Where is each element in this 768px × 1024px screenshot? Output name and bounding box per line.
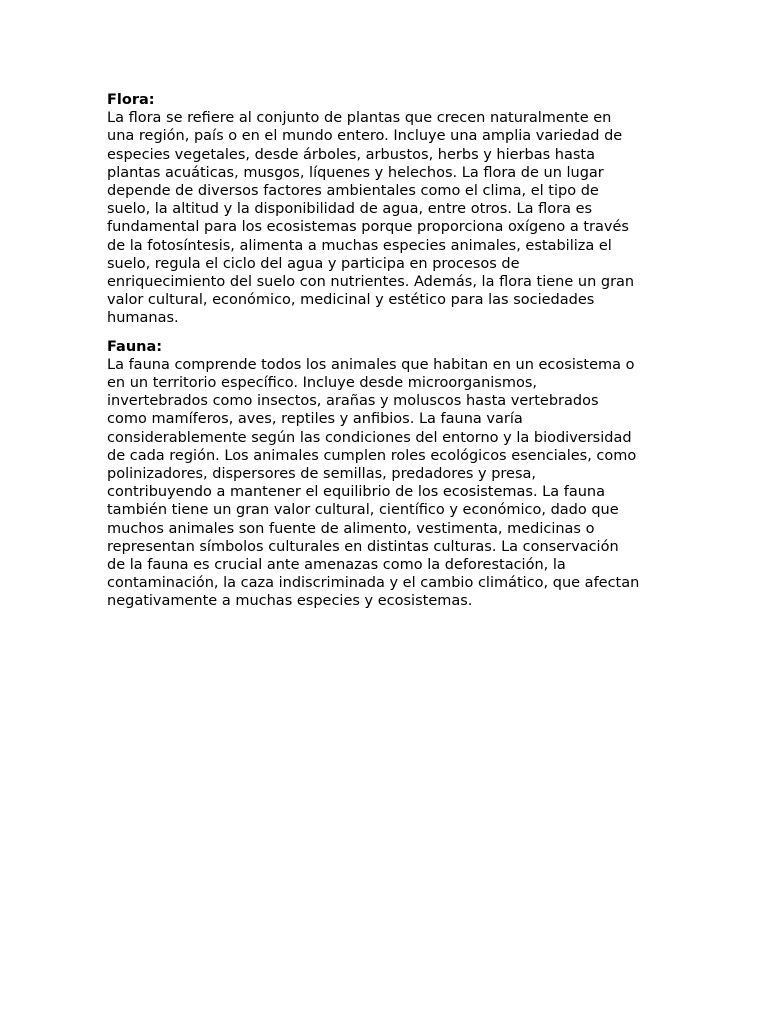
paragraph-line: considerablemente según las condiciones del entorno y la biodiversidad: [107, 429, 632, 446]
paragraph-line: polinizadores, dispersores de semillas, predadores y presa,: [107, 466, 537, 483]
fauna-heading: Fauna:: [107, 338, 163, 355]
paragraph-line: enriquecimiento del suelo con nutrientes. Además, la flora tiene un gran: [107, 274, 635, 291]
paragraph-line: invertebrados como insectos, arañas y moluscos hasta vertebrados: [107, 393, 599, 410]
paragraph-line: especies vegetales, desde árboles, arbustos, herbs y hierbas hasta: [107, 146, 595, 163]
paragraph-line: en un territorio específico. Incluye desde microorganismos,: [107, 375, 538, 392]
paragraph-line: representan símbolos culturales en distintas culturas. La conservación: [107, 538, 619, 555]
fauna-paragraph: [107, 356, 667, 611]
paragraph-line: La flora se refiere al conjunto de plantas que crecen naturalmente en: [107, 110, 612, 127]
paragraph-line: de la fauna es crucial ante amenazas como la deforestación, la: [107, 557, 566, 574]
paragraph-line: también tiene un gran valor cultural, científico y económico, dado que: [107, 502, 619, 519]
paragraph-line: valor cultural, económico, medicinal y estético para las sociedades: [107, 292, 595, 309]
paragraph-line: contaminación, la caza indiscriminada y el cambio climático, que afectan: [107, 575, 640, 592]
paragraph-line: fundamental para los ecosistemas porque proporciona oxígeno a través: [107, 219, 629, 236]
fauna-section: [107, 338, 667, 611]
document-body: [107, 91, 667, 611]
paragraph-line: negativamente a muchas especies y ecosistemas.: [107, 593, 473, 610]
paragraph-line: plantas acuáticas, musgos, líquenes y helechos. La flora de un lugar: [107, 164, 604, 181]
paragraph-line: La fauna comprende todos los animales que habitan en un ecosistema o: [107, 356, 635, 373]
paragraph-line: suelo, regula el ciclo del agua y participa en procesos de: [107, 255, 520, 272]
paragraph-line: suelo, la altitud y la disponibilidad de agua, entre otros. La flora es: [107, 201, 593, 218]
paragraph-line: de cada región. Los animales cumplen roles ecológicos esenciales, como: [107, 447, 637, 464]
paragraph-line: humanas.: [107, 310, 179, 327]
flora-paragraph: [107, 109, 667, 327]
flora-heading: Flora:: [107, 92, 155, 108]
paragraph-line: depende de diversos factores ambientales como el clima, el tipo de: [107, 183, 599, 200]
paragraph-line: de la fotosíntesis, alimenta a muchas especies animales, estabiliza el: [107, 237, 612, 254]
paragraph-line: como mamíferos, aves, reptiles y anfibios. La fauna varía: [107, 411, 523, 428]
paragraph-line: muchos animales son fuente de alimento, vestimenta, medicinas o: [107, 520, 595, 537]
paragraph-line: contribuyendo a mantener el equilibrio de los ecosistemas. La fauna: [107, 484, 606, 501]
flora-section: [107, 91, 667, 328]
paragraph-line: una región, país o en el mundo entero. Incluye una amplia variedad de: [107, 128, 623, 145]
